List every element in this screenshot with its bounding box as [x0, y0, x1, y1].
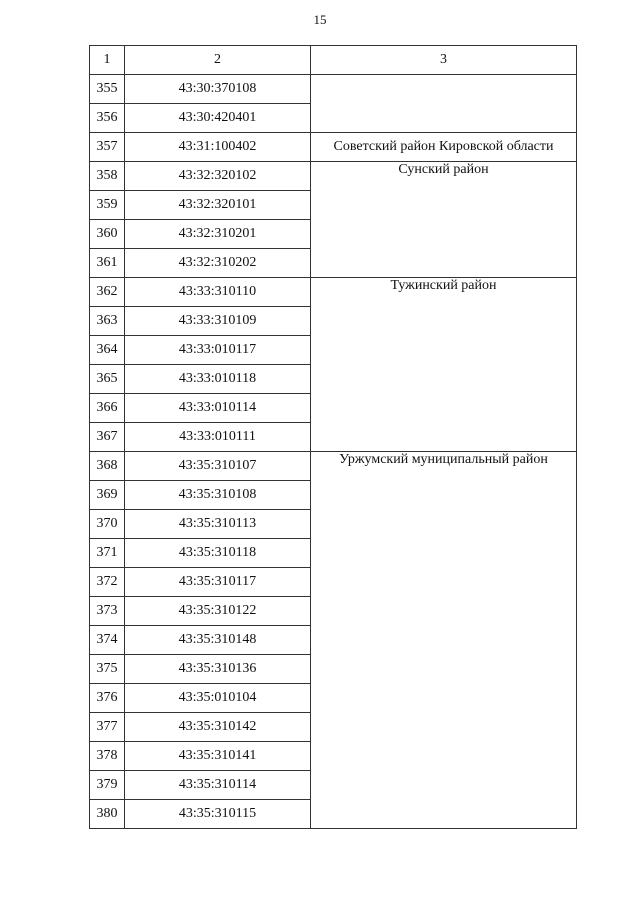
cadastral-code: 43:35:310118: [125, 539, 311, 568]
cadastral-code: 43:33:010118: [125, 365, 311, 394]
row-number: 370: [90, 510, 125, 539]
table-row: [90, 452, 577, 481]
header-row: [90, 46, 577, 75]
row-number: 379: [90, 771, 125, 800]
row-number: 363: [90, 307, 125, 336]
row-number: 378: [90, 742, 125, 771]
cadastral-code: 43:35:310142: [125, 713, 311, 742]
district-cell: Советский район Кировской области: [311, 133, 577, 162]
row-number: 380: [90, 800, 125, 829]
row-number: 364: [90, 336, 125, 365]
cadastral-code: 43:35:310136: [125, 655, 311, 684]
cadastral-code: 43:35:310122: [125, 597, 311, 626]
row-number: 367: [90, 423, 125, 452]
cadastral-code: 43:35:310108: [125, 481, 311, 510]
cadastral-code: 43:35:310117: [125, 568, 311, 597]
cadastral-code: 43:35:310148: [125, 626, 311, 655]
row-number: 374: [90, 626, 125, 655]
cadastral-code: 43:30:370108: [125, 75, 311, 104]
row-number: 366: [90, 394, 125, 423]
district-cell: Тужинский район: [311, 278, 577, 452]
cadastral-code: 43:35:310114: [125, 771, 311, 800]
cadastral-code: 43:31:100402: [125, 133, 311, 162]
row-number: 355: [90, 75, 125, 104]
table-row: [90, 75, 577, 104]
district-cell: Уржумский муниципальный район: [311, 452, 577, 829]
row-number: 360: [90, 220, 125, 249]
row-number: 361: [90, 249, 125, 278]
cadastral-code: 43:32:310202: [125, 249, 311, 278]
column-header-1: 1: [90, 46, 125, 75]
cadastral-code: 43:35:310107: [125, 452, 311, 481]
cadastral-code: 43:33:010117: [125, 336, 311, 365]
row-number: 376: [90, 684, 125, 713]
row-number: 356: [90, 104, 125, 133]
cadastral-code: 43:32:310201: [125, 220, 311, 249]
cadastral-code: 43:30:420401: [125, 104, 311, 133]
cadastral-code: 43:32:320101: [125, 191, 311, 220]
cadastral-code: 43:32:320102: [125, 162, 311, 191]
cadastral-code: 43:33:010114: [125, 394, 311, 423]
table-row: [90, 162, 577, 191]
cadastral-code: 43:35:310113: [125, 510, 311, 539]
row-number: 362: [90, 278, 125, 307]
registry-table: [89, 45, 577, 829]
row-number: 368: [90, 452, 125, 481]
row-number: 373: [90, 597, 125, 626]
cadastral-code: 43:35:310115: [125, 800, 311, 829]
cadastral-code: 43:35:310141: [125, 742, 311, 771]
row-number: 357: [90, 133, 125, 162]
district-cell: [311, 75, 577, 133]
column-header-2: 2: [125, 46, 311, 75]
row-number: 359: [90, 191, 125, 220]
row-number: 358: [90, 162, 125, 191]
row-number: 371: [90, 539, 125, 568]
cadastral-code: 43:35:010104: [125, 684, 311, 713]
row-number: 375: [90, 655, 125, 684]
cadastral-code: 43:33:310109: [125, 307, 311, 336]
row-number: 372: [90, 568, 125, 597]
row-number: 365: [90, 365, 125, 394]
cadastral-code: 43:33:010111: [125, 423, 311, 452]
row-number: 369: [90, 481, 125, 510]
table-row: [90, 133, 577, 162]
cadastral-code: 43:33:310110: [125, 278, 311, 307]
district-cell: Сунский район: [311, 162, 577, 278]
row-number: 377: [90, 713, 125, 742]
page-number: 15: [313, 12, 327, 27]
table-row: [90, 278, 577, 307]
column-header-3: 3: [311, 46, 577, 75]
